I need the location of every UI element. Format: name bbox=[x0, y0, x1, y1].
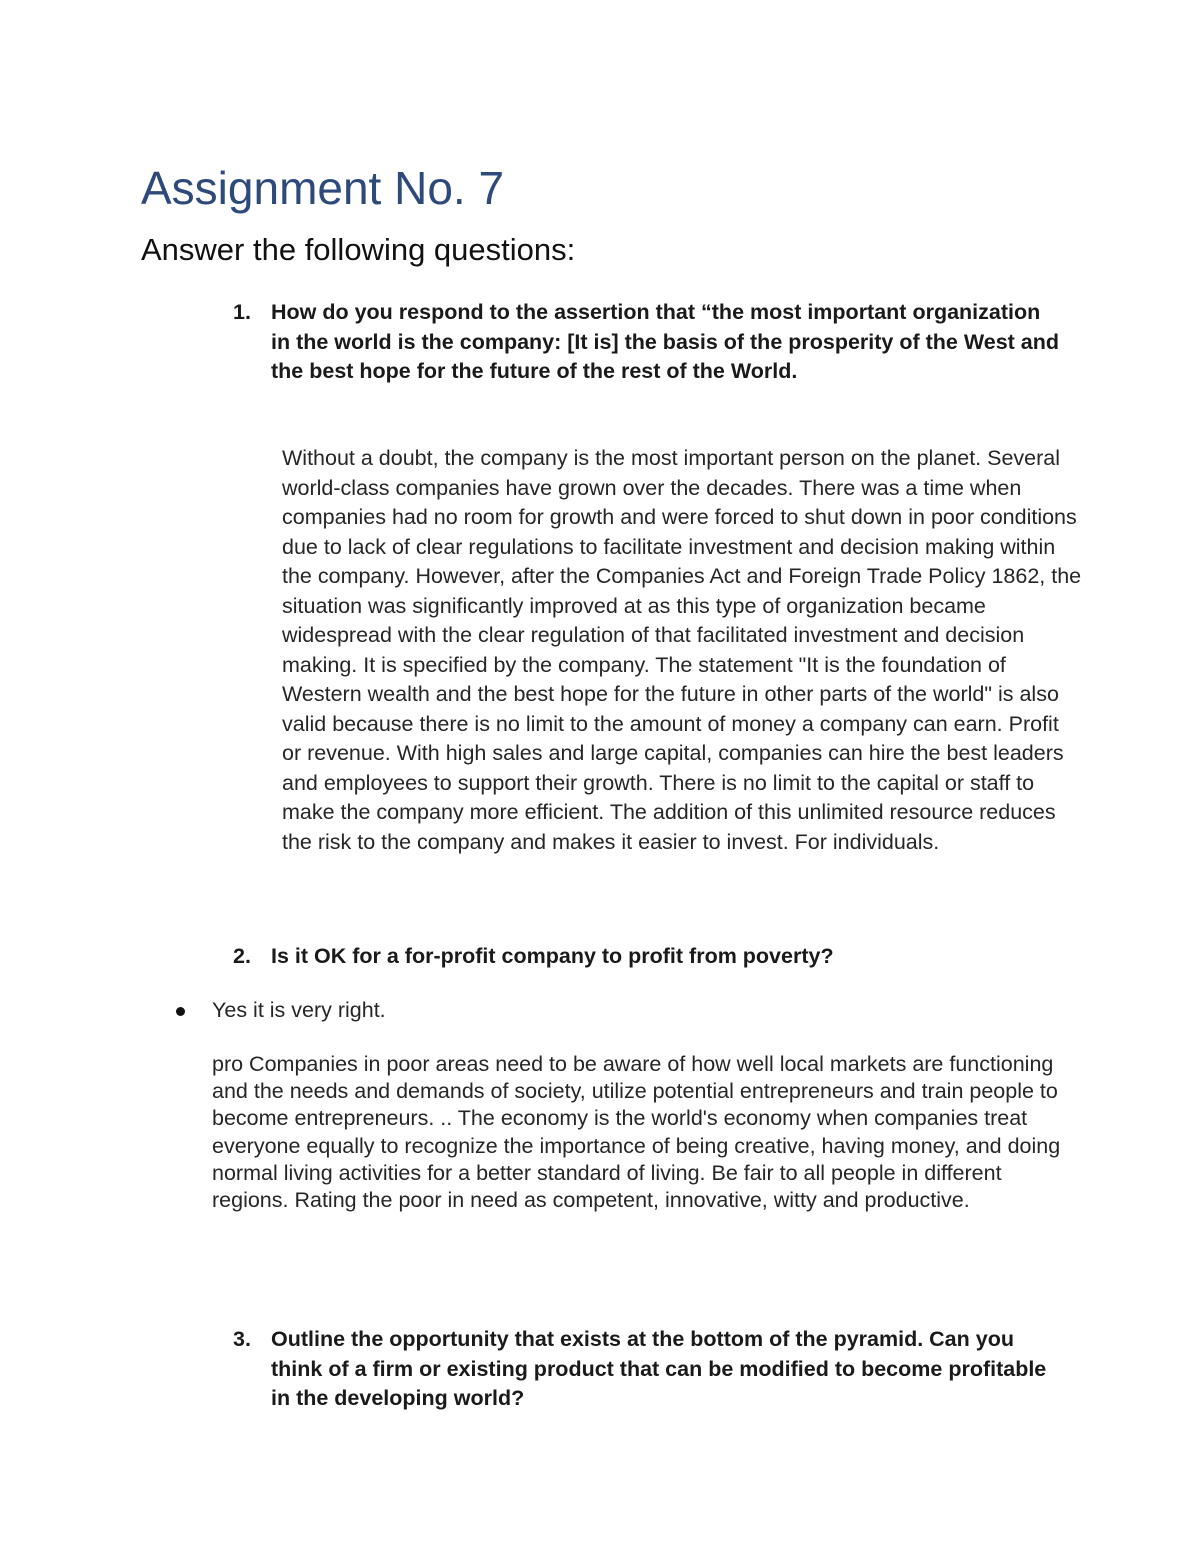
bullet-text: Yes it is very right. bbox=[212, 998, 386, 1022]
question-text: Is it OK for a for-profit company to profit from poverty? bbox=[271, 944, 834, 968]
answer-1: Without a doubt, the company is the most important person on the planet. Several world-class companies have grown over the decades. There was a time when companies had no room for growth and were forced to shut down in poor conditions due to lack of clear regulations to facilitate investment and decision making within the company. However, after the Companies Act and Foreign Trade Policy 1862, the situation was significantly improved at as this type of organization became widespread with the clear regulation of that facilitated investment and decision making. It is specified by the company. The statement "It is the foundation of Western wealth and the best hope for the future in other parts of the world" is also valid because there is no limit to the amount of money a company can earn. Profit or revenue. With high sales and large capital, companies can hire the best leaders and employees to support their growth. There is no limit to the capital or staff to make the company more efficient. The addition of this unlimited resource reduces the risk to the company and makes it easier to invest. For individuals. bbox=[282, 446, 1082, 854]
answer-2: pro Companies in poor areas need to be aware of how well local markets are functioning and the needs and demands of society, utilize potential entrepreneurs and train people to become entrepreneurs. .. The economy is the world's economy when companies treat everyone equally to recognize the importance of being creative, having money, and doing normal living activities for a better standard of living. Be fair to all people in different regions. Rating the poor in need as competent, innovative, witty and productive. bbox=[212, 1052, 1061, 1213]
question-number: 1. bbox=[233, 300, 251, 324]
question-1 bbox=[233, 298, 1063, 387]
question-2 bbox=[233, 942, 1063, 972]
document-subtitle: Answer the following questions: bbox=[141, 232, 576, 267]
question-text: How do you respond to the assertion that “the most important organization in the world is the company: [It is] the basis of the prosperity of the West and the best hope for the future of the rest of the World. bbox=[271, 300, 1060, 384]
question-number: 2. bbox=[233, 944, 251, 968]
bullet-dot-icon bbox=[176, 1007, 185, 1016]
question-text: Outline the opportunity that exists at the bottom of the pyramid. Can you think of a firm or existing product that can be modified to become profitable in the developing world? bbox=[271, 1327, 1047, 1411]
question-number: 3. bbox=[233, 1327, 251, 1351]
document-title: Assignment No. 7 bbox=[141, 162, 505, 214]
question-3 bbox=[233, 1325, 1063, 1414]
